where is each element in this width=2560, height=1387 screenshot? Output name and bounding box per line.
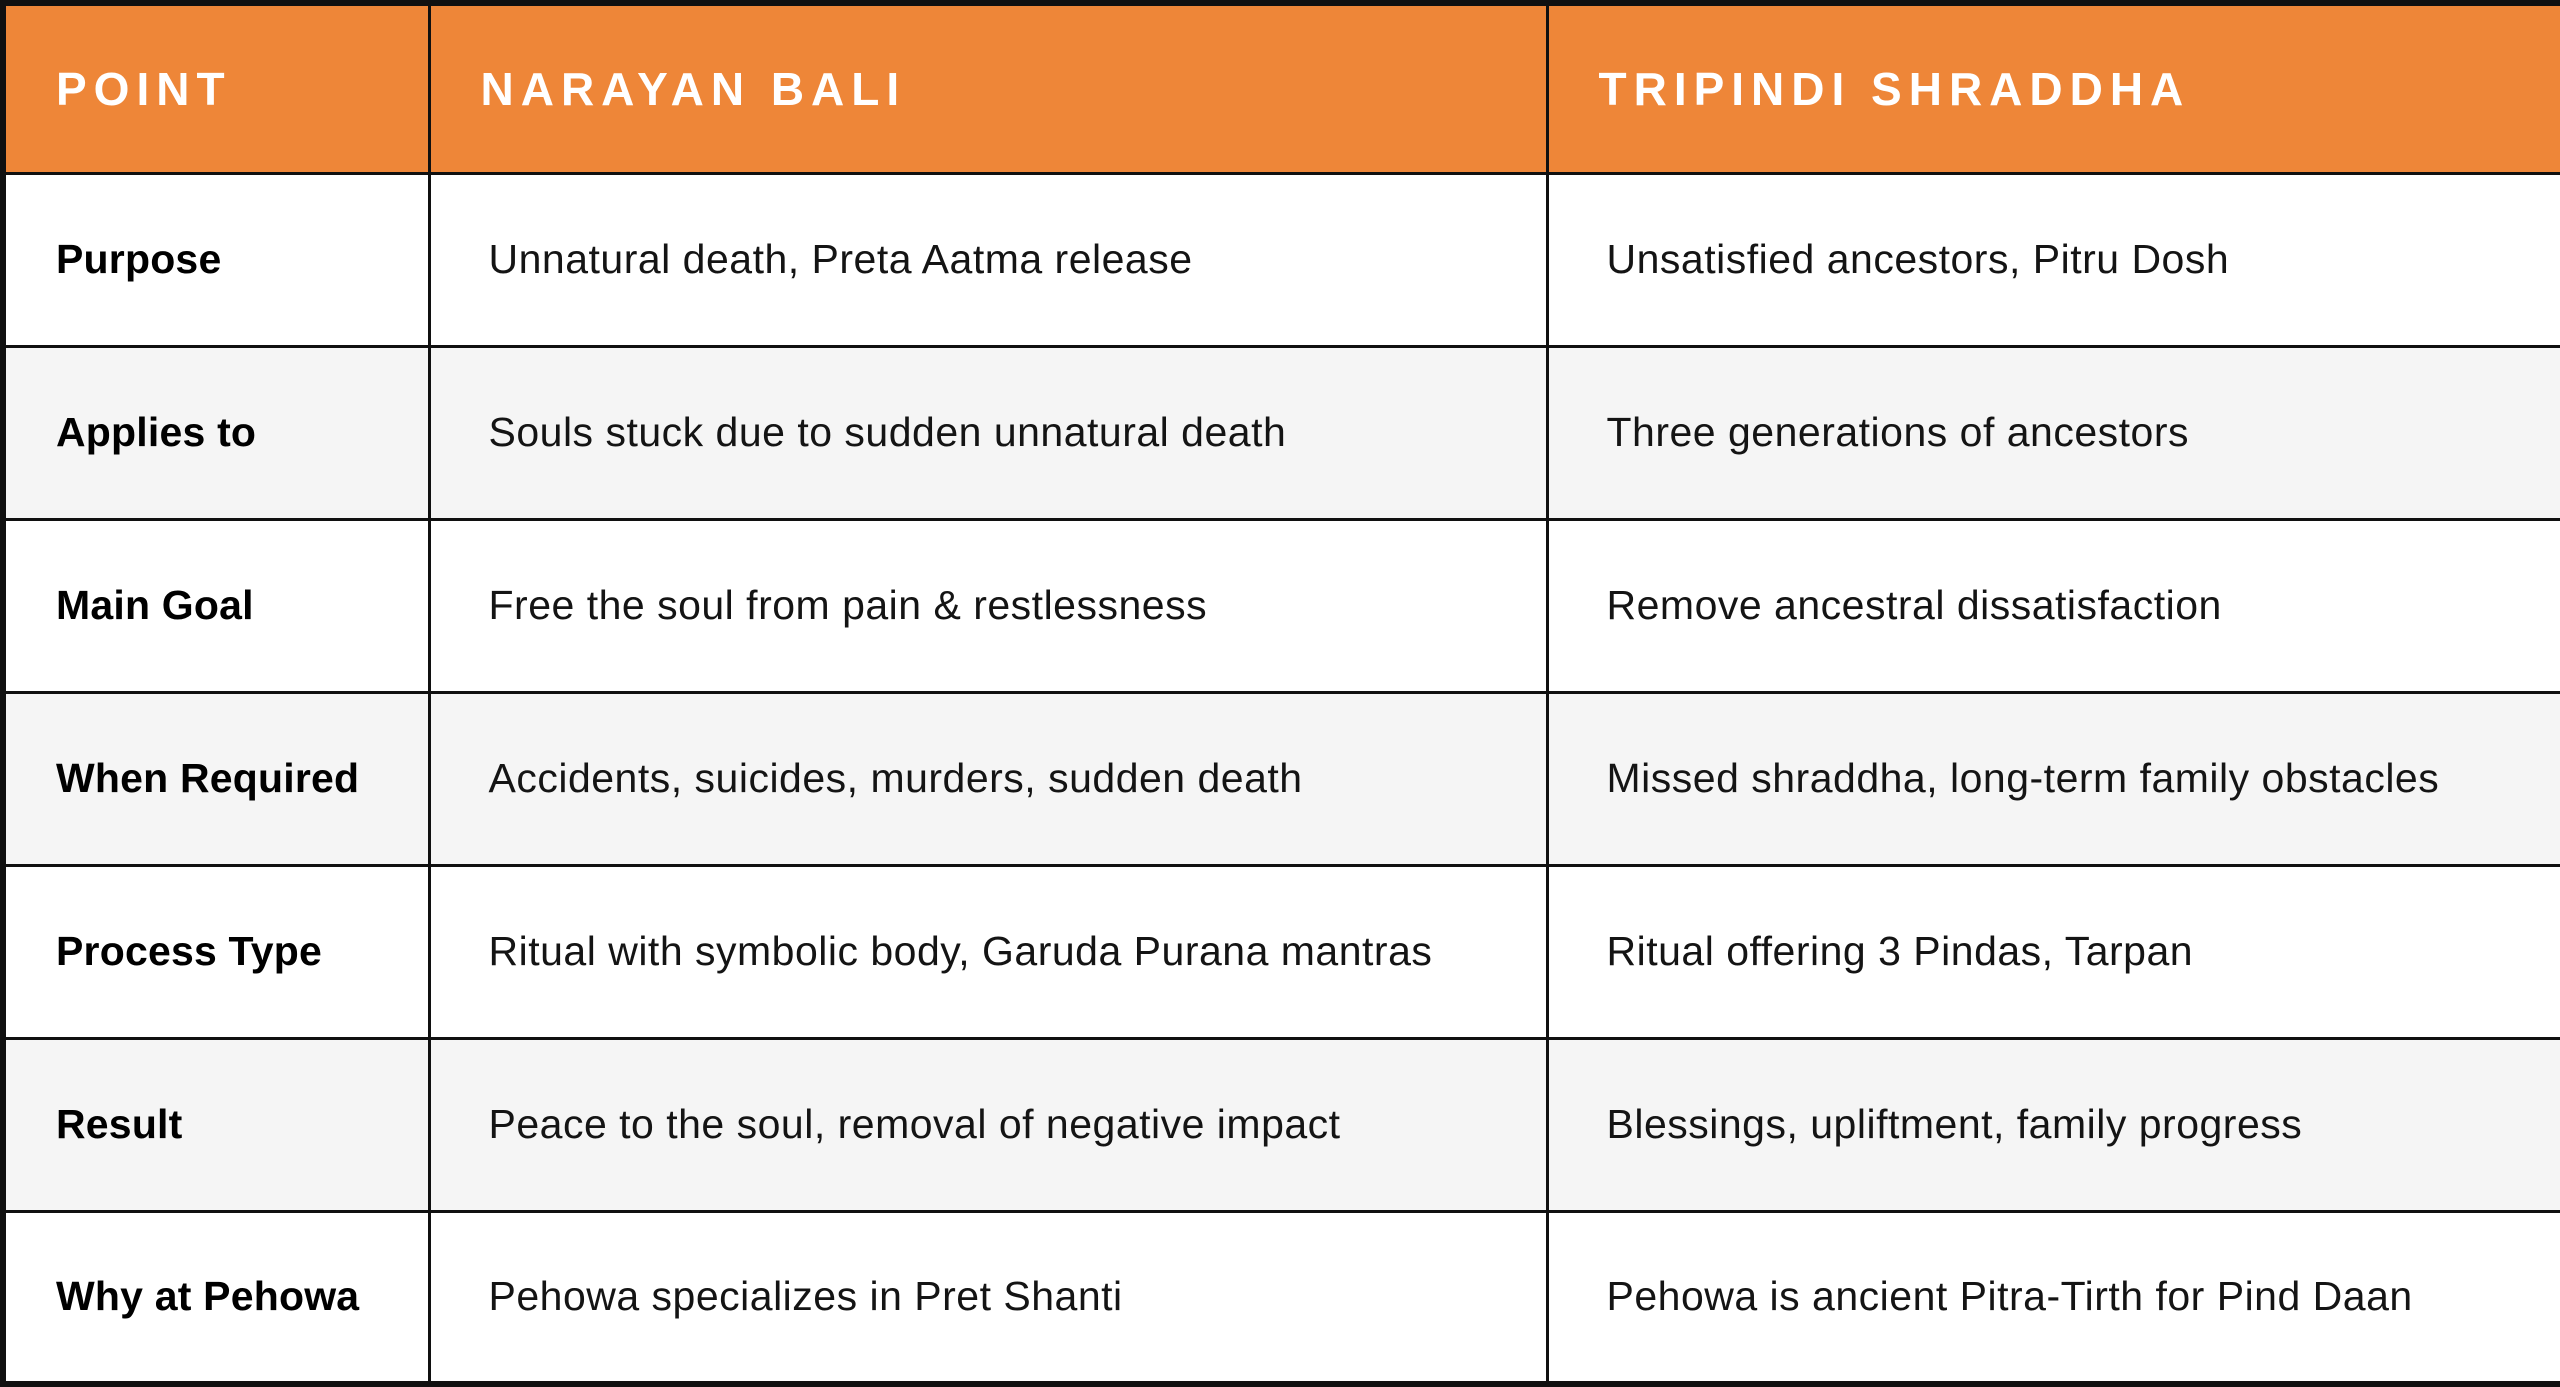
table-row: [3, 1211, 2560, 1384]
narayan-bali-cell: Pehowa specializes in Pret Shanti: [429, 1211, 1547, 1384]
row-label: Purpose: [3, 173, 429, 346]
narayan-bali-cell: Free the soul from pain & restlessness: [429, 519, 1547, 692]
row-label: Result: [3, 1038, 429, 1211]
table-body: [3, 173, 2560, 1384]
row-label: Process Type: [3, 865, 429, 1038]
column-header-tripindi-shraddha: TRIPINDI SHRADDHA: [1547, 3, 2560, 173]
table-row: [3, 519, 2560, 692]
row-label: Why at Pehowa: [3, 1211, 429, 1384]
column-header-point: POINT: [3, 3, 429, 173]
table-row: [3, 1038, 2560, 1211]
tripindi-shraddha-cell: Missed shraddha, long-term family obstacles: [1547, 692, 2560, 865]
tripindi-shraddha-cell: Blessings, upliftment, family progress: [1547, 1038, 2560, 1211]
tripindi-shraddha-cell: Ritual offering 3 Pindas, Tarpan: [1547, 865, 2560, 1038]
table-row: [3, 865, 2560, 1038]
narayan-bali-cell: Ritual with symbolic body, Garuda Purana mantras: [429, 865, 1547, 1038]
row-label: Main Goal: [3, 519, 429, 692]
narayan-bali-cell: Unnatural death, Preta Aatma release: [429, 173, 1547, 346]
tripindi-shraddha-cell: Unsatisfied ancestors, Pitru Dosh: [1547, 173, 2560, 346]
tripindi-shraddha-cell: Pehowa is ancient Pitra-Tirth for Pind Daan: [1547, 1211, 2560, 1384]
tripindi-shraddha-cell: Three generations of ancestors: [1547, 346, 2560, 519]
row-label: Applies to: [3, 346, 429, 519]
table-row: [3, 692, 2560, 865]
table-row: [3, 346, 2560, 519]
tripindi-shraddha-cell: Remove ancestral dissatisfaction: [1547, 519, 2560, 692]
narayan-bali-cell: Accidents, suicides, murders, sudden death: [429, 692, 1547, 865]
narayan-bali-cell: Peace to the soul, removal of negative impact: [429, 1038, 1547, 1211]
table-header-row: [3, 3, 2560, 173]
row-label: When Required: [3, 692, 429, 865]
table-row: [3, 173, 2560, 346]
narayan-bali-cell: Souls stuck due to sudden unnatural death: [429, 346, 1547, 519]
column-header-narayan-bali: NARAYAN BALI: [429, 3, 1547, 173]
